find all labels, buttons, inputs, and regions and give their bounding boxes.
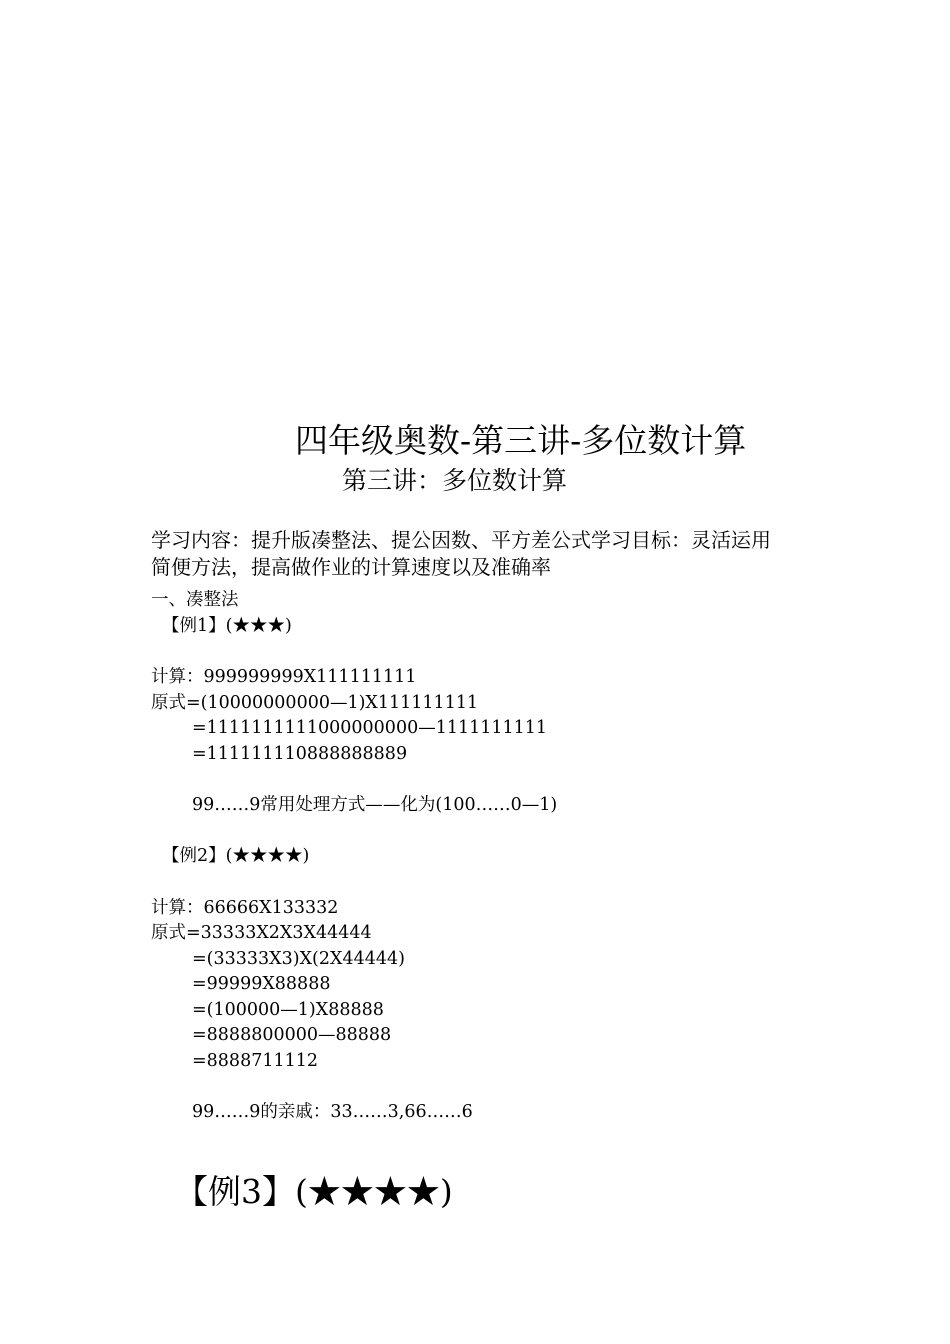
example-1-step: =1111111111000000000—1111111111 xyxy=(192,718,548,738)
example-1-step: 原式=(10000000000—1)X111111111 xyxy=(151,693,479,713)
example-2-note: 99……9的亲戚：33……3,66……6 xyxy=(192,1102,473,1122)
example-2-heading: 【例2】(★★★★) xyxy=(162,846,310,866)
example-2-step: =99999X88888 xyxy=(192,974,331,994)
example-2-step: =8888711112 xyxy=(192,1051,319,1071)
example-2-step: =(33333X3)X(2X44444) xyxy=(192,949,405,969)
example-1-problem: 计算：999999999X111111111 xyxy=(151,667,417,687)
learning-intro: 学习内容：提升版凑整法、提公因数、平方差公式学习目标：灵活运用简便方法，提高做作业的计算速度以及准确率 xyxy=(151,528,771,579)
example-2-step: 原式=33333X2X3X44444 xyxy=(151,923,372,943)
example-2-step: =(100000—1)X88888 xyxy=(192,1000,384,1020)
example-3-heading: 【例3】(★★★★) xyxy=(175,1172,453,1211)
example-2-problem: 计算：66666X133332 xyxy=(151,898,339,918)
example-2-step: =8888800000—88888 xyxy=(192,1025,392,1045)
section-heading-rounding: 一、凑整法 xyxy=(151,590,239,610)
example-1-step: =111111110888888889 xyxy=(192,744,408,764)
example-1-note: 99……9常用处理方式——化为(100……0—1) xyxy=(192,795,558,815)
example-1-heading: 【例1】(★★★) xyxy=(162,616,292,636)
document-title: 四年级奥数-第三讲-多位数计算 xyxy=(295,421,747,460)
document-subtitle: 第三讲：多位数计算 xyxy=(342,466,568,495)
